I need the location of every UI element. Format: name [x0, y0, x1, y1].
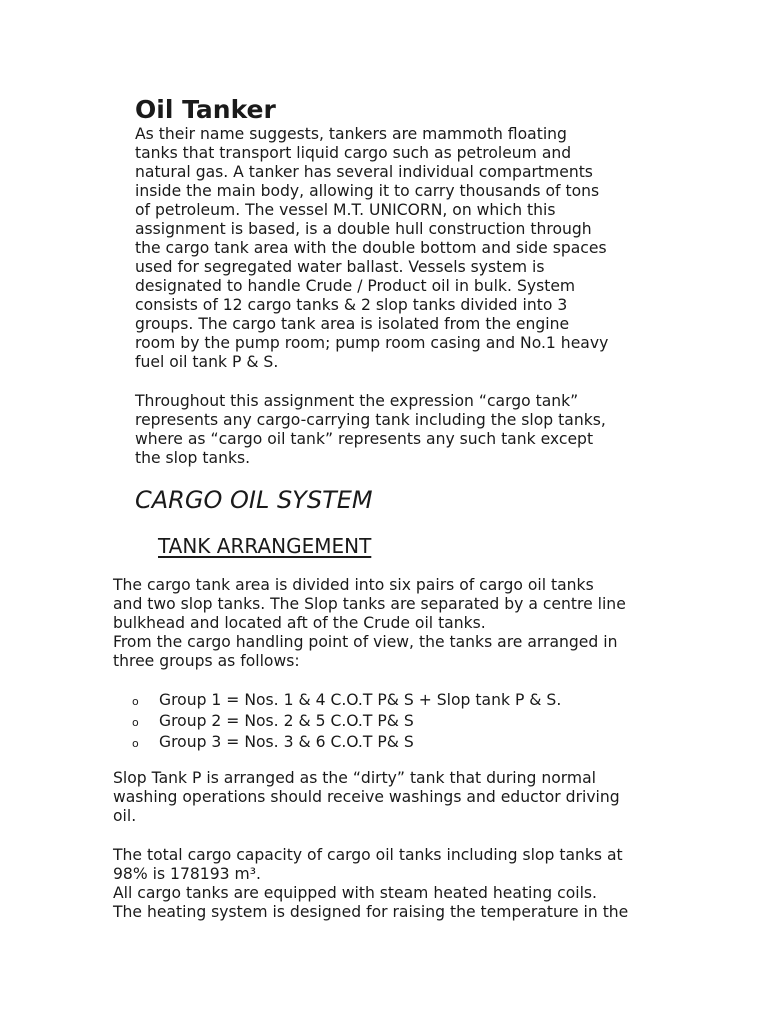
bullet-marker: o: [132, 737, 139, 750]
list-item: [113, 711, 561, 732]
group-item-text: Group 3 = Nos. 3 & 6 C.O.T P& S: [159, 733, 414, 751]
capacity-paragraph: The total cargo capacity of cargo oil tanks including slop tanks at 98% is 178193 m³. All cargo tanks are equipped with steam heated heating coils. The heating system is designed for raising the temperature in the: [113, 846, 629, 921]
list-item: [113, 732, 561, 753]
group-list: [113, 690, 561, 753]
slop-tank-paragraph: Slop Tank P is arranged as the “dirty” tank that during normal washing operations should receive washings and eductor driving oil.: [113, 769, 620, 825]
section-heading: CARGO OIL SYSTEM: [135, 486, 373, 514]
bullet-marker: o: [132, 716, 139, 729]
document-title: Oil Tanker: [135, 95, 276, 124]
group-item-text: Group 1 = Nos. 1 & 4 C.O.T P& S + Slop tank P & S.: [159, 691, 562, 709]
definition-paragraph: Throughout this assignment the expression “cargo tank” represents any cargo-carrying tank including the slop tanks, where as “cargo oil tank” represents any such tank except the slop tanks.: [135, 392, 606, 467]
list-item: [113, 690, 561, 711]
intro-paragraph: As their name suggests, tankers are mammoth floating tanks that transport liquid cargo such as petroleum and natural gas. A tanker has several individual compartments inside the main body, allowing it to carry thousands of tons of petroleum. The vessel M.T. UNICORN, on which this assignment is based, is a double hull construction through the cargo tank area with the double bottom and side spaces used for segregated water ballast. Vessels system is designated to handle Crude / Product oil in bulk. System consists of 12 cargo tanks & 2 slop tanks divided into 3 groups. The cargo tank area is isolated from the engine room by the pump room; pump room casing and No.1 heavy fuel oil tank P & S.: [135, 125, 609, 371]
subsection-heading: TANK ARRANGEMENT: [158, 534, 372, 558]
bullet-marker: o: [132, 695, 139, 708]
arrangement-paragraph: The cargo tank area is divided into six pairs of cargo oil tanks and two slop tanks. The Slop tanks are separated by a centre line bulkhead and located aft of the Crude oil tanks. From the cargo handling point of view, the tanks are arranged in three groups as follows:: [113, 576, 626, 670]
group-item-text: Group 2 = Nos. 2 & 5 C.O.T P& S: [159, 712, 414, 730]
